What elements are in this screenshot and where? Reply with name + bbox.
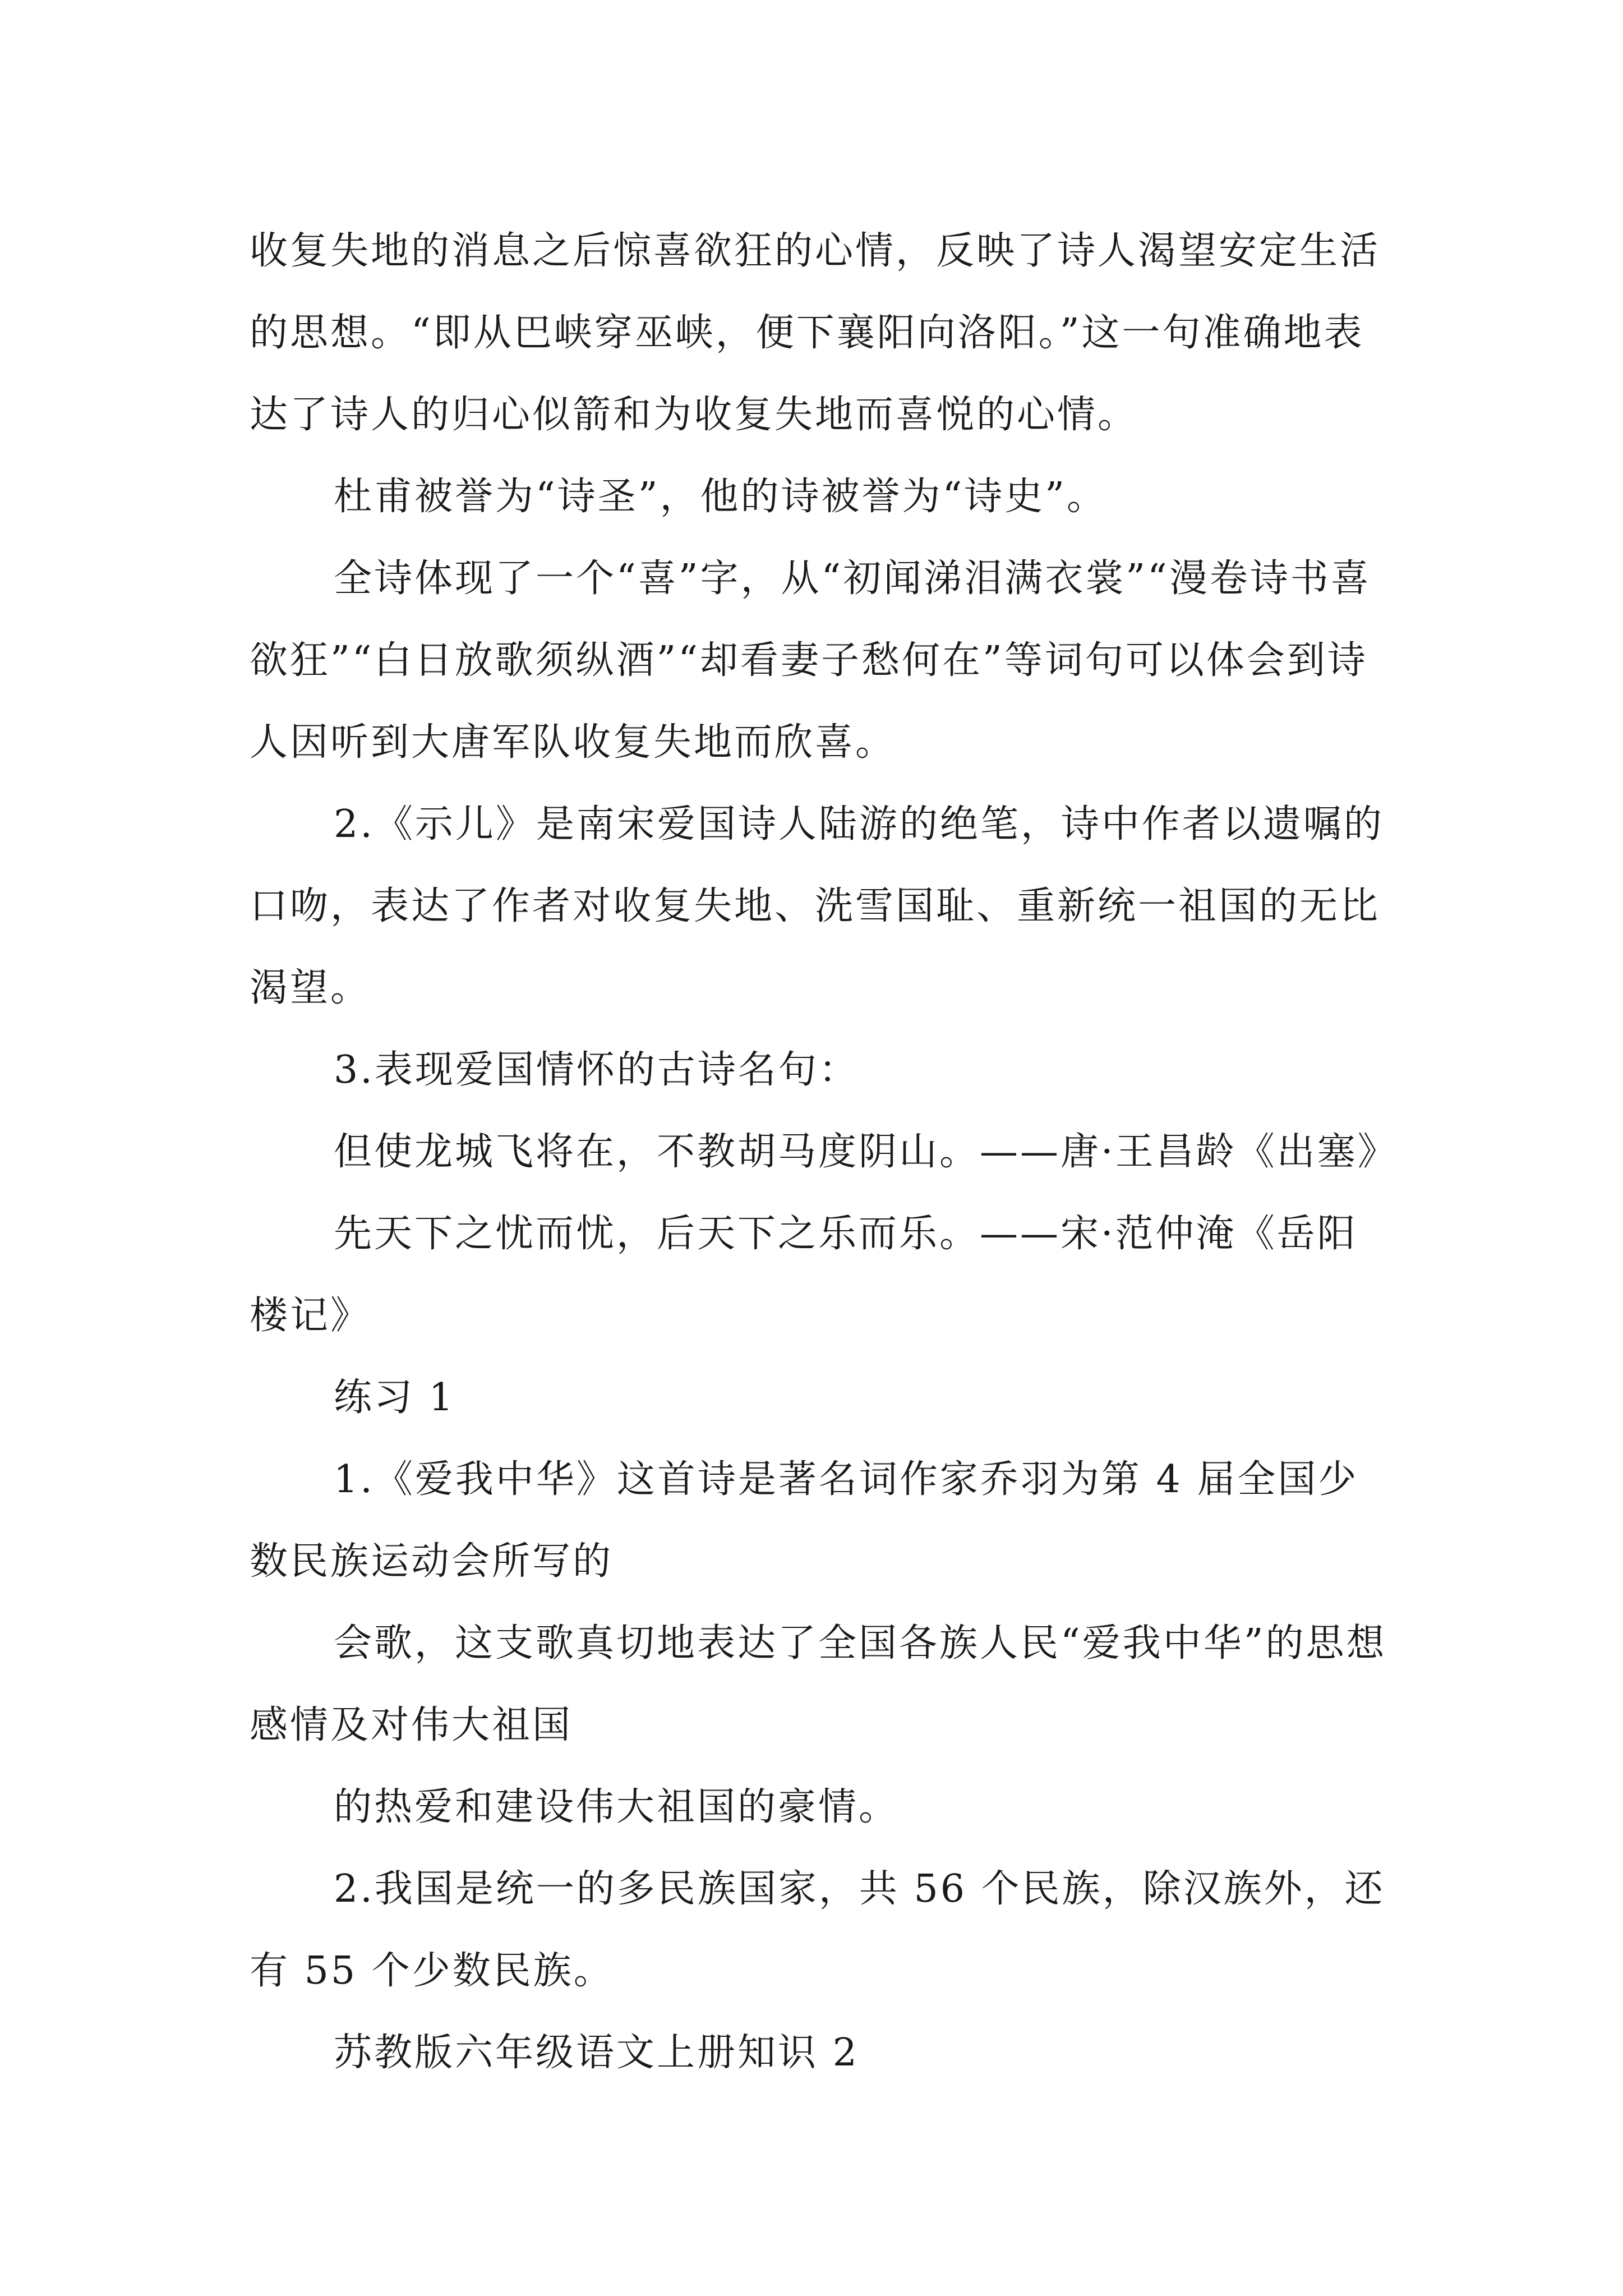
paragraph-anthem-description: 会歌，这支歌真切地表达了全国各族人民“爱我中华”的思想感情及对伟大祖国	[250, 1621, 1387, 1747]
paragraph-shi-er: 2.《示儿》是南宋爱国诗人陆游的绝笔，诗中作者以遗嘱的口吻，表达了作者对收复失地、洗雪国耻、重新统一祖国的无比渴望。	[250, 802, 1384, 1010]
paragraph-quote-yueyang-lou: 先天下之忧而忧，后天下之乐而乐。——宋·范仲淹《岳阳楼记》	[250, 1212, 1358, 1338]
paragraph-ethnic-groups: 2.我国是统一的多民族国家，共 56 个民族，除汉族外，还有 55 个少数民族。	[250, 1867, 1385, 1993]
paragraph-poem-joy: 全诗体现了一个“喜”字，从“初闻涕泪满衣裳”“漫卷诗书喜欲狂”“白日放歌须纵酒”“却看妻子愁何在”等词句可以体会到诗人因听到大唐军队收复失地而欣喜。	[250, 556, 1371, 765]
paragraph-ai-wo-zhonghua: 1.《爱我中华》这首诗是著名词作家乔羽为第 4 届全国少数民族运动会所写的	[250, 1457, 1359, 1584]
paragraph-du-fu-title: 杜甫被誉为“诗圣”，他的诗被誉为“诗史”。	[334, 475, 1108, 519]
paragraph-love-of-motherland: 的热爱和建设伟大祖国的豪情。	[334, 1785, 900, 1829]
paragraph-patriotic-lines-heading: 3.表现爱国情怀的古诗名句：	[334, 1048, 859, 1092]
section-heading-knowledge-2: 苏教版六年级语文上册知识 2	[334, 2031, 859, 2075]
paragraph-continued-poem-analysis: 收复失地的消息之后惊喜欲狂的心情，反映了诗人渴望安定生活的思想。“即从巴峡穿巫峡，便下襄阳向洛阳。”这一句准确地表达了诗人的归心似箭和为收复失地而喜悦的心情。	[250, 229, 1381, 437]
paragraph-quote-chu-sai: 但使龙城飞将在，不教胡马度阴山。——唐·王昌龄《出塞》	[334, 1130, 1398, 1174]
document-body	[250, 210, 1398, 2094]
exercise-heading: 练习 1	[334, 1375, 455, 1420]
